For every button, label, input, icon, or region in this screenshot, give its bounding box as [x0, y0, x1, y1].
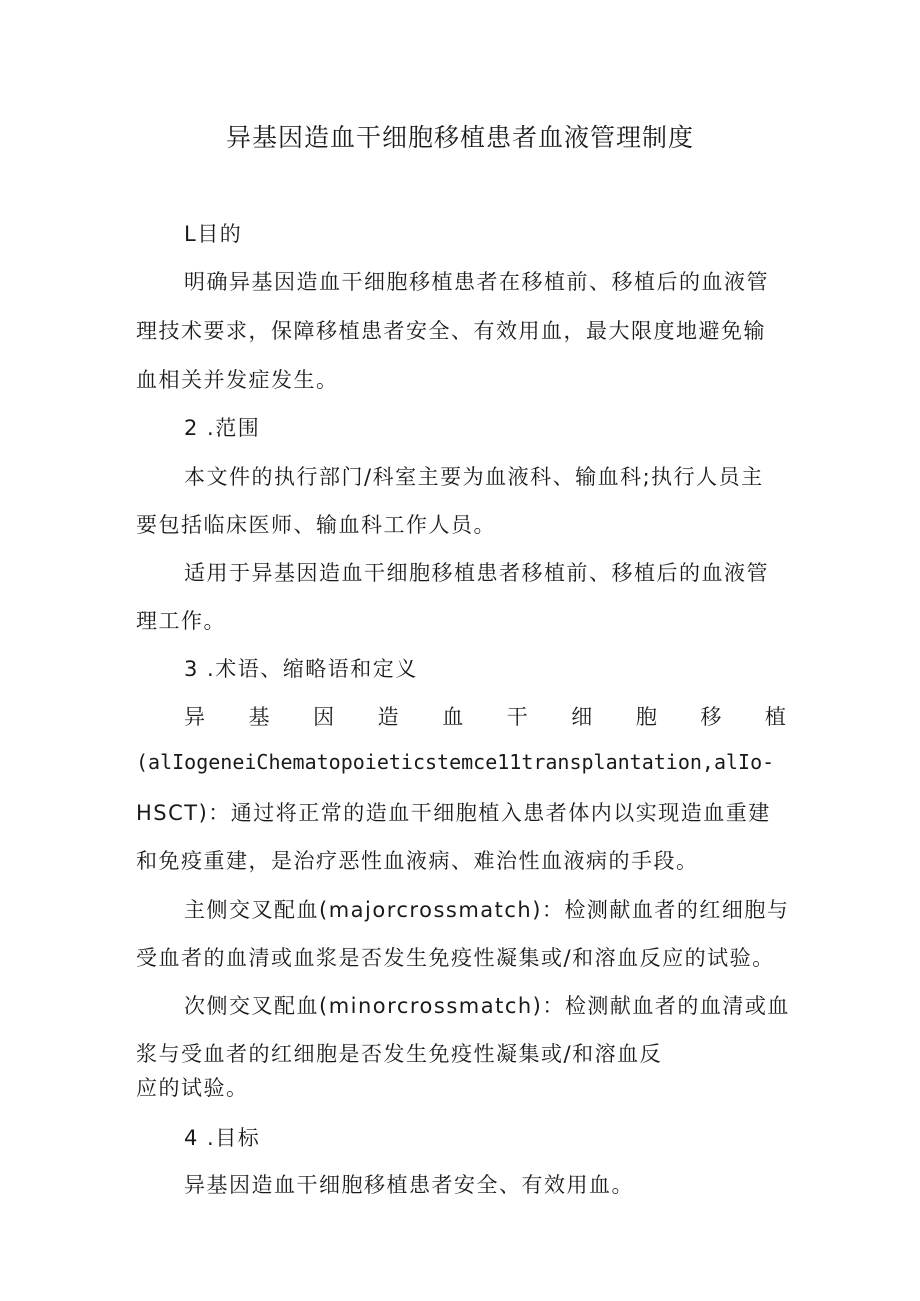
term-char: 移 [700, 705, 722, 729]
section-heading-terms: 3 .术语、缩略语和定义 [184, 657, 418, 681]
paragraph-line: 次侧交叉配血(minorcrossmatch)：检测献血者的血清或血 [184, 994, 790, 1018]
term-char: 因 [313, 705, 335, 729]
page-title: 异基因造血干细胞移植患者血液管理制度 [225, 123, 694, 152]
paragraph-line: 理工作。 [136, 609, 226, 633]
term-char: 细 [571, 705, 593, 729]
paragraph-line: 明确异基因造血干细胞移植患者在移植前、移植后的血液管 [184, 270, 769, 294]
paragraph-line: 血相关并发症发生。 [136, 368, 339, 392]
section-heading-scope: 2 .范围 [184, 416, 261, 440]
paragraph-line: HSCT)：通过将正常的造血干细胞植入患者体内以实现造血重建 [136, 801, 771, 825]
term-char: 异 [184, 705, 205, 729]
paragraph-line: (alIogeneiChematopoieticstemce11transplantation,alIo- [136, 750, 775, 774]
definition-term-line [184, 701, 786, 731]
paragraph-line: 适用于异基因造血干细胞移植患者移植前、移植后的血液管 [184, 561, 769, 585]
paragraph-line: 理技术要求，保障移植患者安全、有效用血，最大限度地避免输 [136, 319, 766, 343]
term-char: 干 [506, 705, 528, 729]
paragraph-line: 主侧交叉配血(majorcrossmatch)：检测献血者的红细胞与 [184, 898, 790, 922]
paragraph-line: 异基因造血干细胞移植患者安全、有效用血。 [184, 1173, 634, 1197]
term-char: 植 [764, 705, 786, 729]
paragraph-line: 要包括临床医师、输血科工作人员。 [136, 513, 496, 537]
paragraph-line: 受血者的血清或血浆是否发生免疫性凝集或/和溶血反应的试验。 [136, 946, 775, 970]
section-heading-goal: 4 .目标 [184, 1126, 261, 1150]
term-char: 血 [442, 705, 464, 729]
term-char: 胞 [635, 705, 657, 729]
section-heading-purpose: L目的 [184, 222, 243, 246]
paragraph-line: 浆与受血者的红细胞是否发生免疫性凝集或/和溶血反 [136, 1042, 663, 1066]
term-char: 基 [248, 705, 270, 729]
paragraph-line: 本文件的执行部门/科室主要为血液科、输血科;执行人员主 [184, 465, 764, 489]
paragraph-line: 应的试验。 [136, 1076, 249, 1100]
term-char: 造 [377, 705, 399, 729]
paragraph-line: 和免疫重建，是治疗恶性血液病、难治性血液病的手段。 [136, 849, 699, 873]
